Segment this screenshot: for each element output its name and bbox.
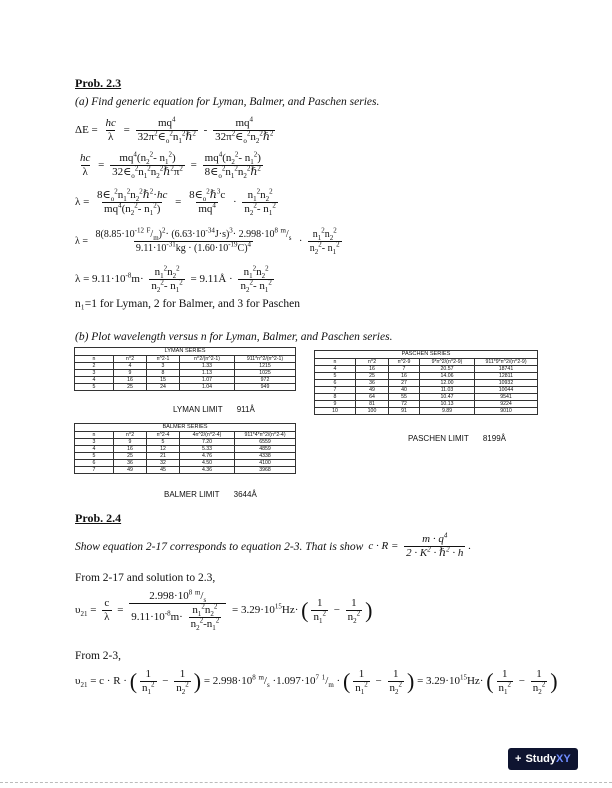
bottom-divider — [0, 782, 612, 783]
balmer-table — [74, 423, 296, 474]
equation-delta-e: ΔE = $\frac{hc}{\lambda}$ = $\frac{mq^4}{32\pi^2\in_o^2n_1^2\hbar^2}$ - $\frac{mq^4}{32\pi^2\in_o^2n_2^2\hbar^2}$ — [75, 115, 274, 146]
table-cell: 4.50 — [180, 460, 235, 467]
balmer-limit — [164, 490, 257, 499]
prob-2-3-title: Prob. 2.3 — [75, 76, 122, 90]
table-cell: 81 — [356, 401, 389, 408]
table-cell: 7 — [75, 467, 114, 474]
table-cell: 32 — [147, 460, 180, 467]
table-row — [75, 446, 296, 453]
table-cell: 10 — [315, 408, 356, 415]
table-cell: 100 — [356, 408, 389, 415]
table-cell: 91 — [389, 408, 420, 415]
table-cell: 1215 — [235, 363, 296, 370]
paschen-table-wrap — [314, 350, 538, 415]
table-cell: 10044 — [475, 387, 538, 394]
table-cell: 25 — [114, 384, 147, 391]
table-row — [315, 408, 538, 415]
table-cell: 4 — [315, 366, 356, 373]
table-cell: 2 — [75, 363, 114, 370]
equation-lambda-numeric: λ = $\frac{8(8.85\cdot 10^{-12} ^F/_m)^2\cdot (6.63\cdot 10^{-34}J\cdot s)^3\cdot 2.998\cdot 10^8 ^m/_s}{9.11\cdot 10^{-31}kg \cdot (1.60\cdot 10^{-19}C)^4}$ · $\frac{n_1^2n_2^2}{n_2^2- n_1^2}$ — [75, 226, 340, 256]
balmer-limit-label: BALMER LIMIT — [164, 490, 220, 499]
table-cell: 949 — [235, 384, 296, 391]
paschen-header: 911*9*n^2/(n^2-9) — [475, 359, 538, 366]
table-cell: 18741 — [475, 366, 538, 373]
equation-v21-from-217: $\upsilon_{21}$ = $\frac{c}{\lambda}$ = $2.998\cdot 10^8$ $^m/_s$ $9.11\cdot 10^{-8}m\cdot$ $\frac{n_1^2n_2^2}{n_2^2-n_1^2}$ = $3.29\cdot 10^{15}Hz\cdot$ ( $\frac{1}{n_1^2}$ − $\frac{1}{n_2^2}$ ) — [75, 588, 373, 633]
table-cell: 5 — [147, 439, 180, 446]
paschen-header: n^2-9 — [389, 359, 420, 366]
table-cell: 4338 — [235, 453, 296, 460]
table-row — [315, 401, 538, 408]
table-cell: 24 — [147, 384, 180, 391]
table-cell: 9 — [114, 370, 147, 377]
from-2-17-text: From 2-17 and solution to 2.3, — [75, 572, 216, 584]
table-cell: 21 — [147, 453, 180, 460]
table-cell: 3 — [75, 370, 114, 377]
lyman-limit — [173, 405, 255, 414]
balmer-table-title: BALMER SERIES — [74, 423, 296, 431]
table-cell: 64 — [356, 394, 389, 401]
table-cell: 15 — [147, 377, 180, 384]
table-cell: 6 — [75, 460, 114, 467]
table-cell: 5 — [75, 384, 114, 391]
lyman-table-title: LYMAN SERIES — [74, 347, 296, 355]
table-cell: 4.76 — [180, 453, 235, 460]
table-cell: 55 — [389, 394, 420, 401]
lyman-table-wrap — [74, 347, 296, 391]
paschen-limit-value: 8199Å — [482, 434, 506, 443]
paschen-limit-label: PASCHEN LIMIT — [408, 434, 469, 443]
table-cell: 9 — [114, 439, 147, 446]
prob-2-4-title: Prob. 2.4 — [75, 511, 122, 525]
table-cell: 5.33 — [180, 446, 235, 453]
lyman-header: n^2 — [114, 356, 147, 363]
table-row — [75, 363, 296, 370]
table-cell: 972 — [235, 377, 296, 384]
table-cell: 40 — [389, 387, 420, 394]
table-row — [315, 387, 538, 394]
balmer-table-wrap — [74, 423, 296, 474]
table-cell: 9 — [315, 401, 356, 408]
table-cell: 7.20 — [180, 439, 235, 446]
table-cell: 5 — [315, 373, 356, 380]
table-row — [75, 439, 296, 446]
paschen-header: n^2 — [356, 359, 389, 366]
table-cell: 1.13 — [180, 370, 235, 377]
table-cell: 7 — [389, 366, 420, 373]
table-cell: 7 — [315, 387, 356, 394]
plus-icon: + — [515, 753, 522, 765]
equation-v21-from-23: $\upsilon_{21} = c \cdot R$ · ( $\frac{1}{n_1^2}$ − $\frac{1}{n_2^2}$ ) = $2.998\cdot 10^8$ $^m/_s \cdot 1.097\cdot 10^7$ $^1/_m$ · ( $\frac{1}{n_1^2}$ − $\frac{1}{n_2^2}$ ) = $3.29\cdot 10^{15}Hz\cdot$ ( $\frac{1}{n_1^2}$ − $\frac{1}{n_2^2}$ ) — [75, 668, 558, 697]
table-cell: 10932 — [475, 380, 538, 387]
lyman-header: n — [75, 356, 114, 363]
paschen-table-title: PASCHEN SERIES — [314, 350, 538, 358]
table-cell: 12.00 — [420, 380, 475, 387]
table-cell: 10.47 — [420, 394, 475, 401]
table-cell: 1.07 — [180, 377, 235, 384]
table-row — [75, 384, 296, 391]
table-cell: 9541 — [475, 394, 538, 401]
table-row — [75, 460, 296, 467]
table-cell: 45 — [147, 467, 180, 474]
table-cell: 6 — [315, 380, 356, 387]
table-cell: 12811 — [475, 373, 538, 380]
n1-note: n₁=1 for Lyman, 2 for Balmer, and 3 for Paschen — [75, 298, 300, 310]
equation-lambda-result: $\lambda = 9.11\cdot 10^{-8}m\cdot$ $\frac{n_1^2n_2^2}{n_2^2- n_1^2}$ = 9.11Å · $\frac{n_1^2n_2^2}{n_2^2- n_1^2}$ — [75, 264, 272, 295]
table-cell: 10.13 — [420, 401, 475, 408]
lyman-limit-value: 911Å — [236, 405, 255, 414]
table-row — [315, 366, 538, 373]
table-cell: 6559 — [235, 439, 296, 446]
table-cell: 49 — [356, 387, 389, 394]
table-cell: 16 — [114, 446, 147, 453]
paschen-header: n — [315, 359, 356, 366]
table-cell: 1.04 — [180, 384, 235, 391]
equation-lambda-general: λ = $\frac{8\in_o^2n_1^2n_2^2\hbar^2\cdot hc}{mq^4(n_2^2- n_1^2)}$ = $\frac{8\in_o^2\hbar^3c}{mq^4}$ · $\frac{n_1^2n_2^2}{n_2^2- n_1^2}$ — [75, 187, 276, 218]
table-cell: 9.89 — [420, 408, 475, 415]
table-cell: 20.57 — [420, 366, 475, 373]
table-cell: 5 — [75, 453, 114, 460]
table-cell: 25 — [114, 453, 147, 460]
balmer-limit-value: 3644Å — [233, 490, 257, 499]
table-row — [75, 377, 296, 384]
table-cell: 3 — [147, 363, 180, 370]
table-cell: 72 — [389, 401, 420, 408]
table-cell: 36 — [114, 460, 147, 467]
table-cell: 3968 — [235, 467, 296, 474]
table-row — [315, 394, 538, 401]
paschen-header: 9*n^2/(n^2-9) — [420, 359, 475, 366]
table-cell: 36 — [356, 380, 389, 387]
lyman-limit-label: LYMAN LIMIT — [173, 405, 223, 414]
table-cell: 3 — [75, 439, 114, 446]
balmer-header: 911*4*n^2/(n^2-4) — [235, 432, 296, 439]
table-row — [315, 380, 538, 387]
table-cell: 1.33 — [180, 363, 235, 370]
studyxy-logo — [508, 748, 578, 770]
table-cell: 16 — [356, 366, 389, 373]
balmer-header: n^2-4 — [147, 432, 180, 439]
table-row — [75, 453, 296, 460]
balmer-header: n^2 — [114, 432, 147, 439]
paschen-limit — [408, 434, 506, 443]
table-cell: 4.36 — [180, 467, 235, 474]
lyman-header: n^2/(n^2-1) — [180, 356, 235, 363]
table-cell: 25 — [356, 373, 389, 380]
table-cell: 27 — [389, 380, 420, 387]
table-row — [75, 370, 296, 377]
lyman-header: 911*n^2/(n^2-1) — [235, 356, 296, 363]
lyman-table — [74, 347, 296, 391]
table-cell: 4100 — [235, 460, 296, 467]
part-b-text: (b) Plot wavelength versus n for Lyman, Balmer, and Paschen series. — [75, 331, 393, 343]
prob-2-4-statement: Show equation 2-17 corresponds to equation 2-3. That is show — [75, 540, 364, 553]
table-cell: 9224 — [475, 401, 538, 408]
from-2-3-text: From 2-3, — [75, 650, 121, 662]
balmer-header: n — [75, 432, 114, 439]
table-cell: 1025 — [235, 370, 296, 377]
table-row — [315, 373, 538, 380]
balmer-header: 4n^2/(n^2-4) — [180, 432, 235, 439]
table-cell: 49 — [114, 467, 147, 474]
table-cell: 14.06 — [420, 373, 475, 380]
prob-2-4-statement-line — [75, 533, 471, 560]
table-cell: 4 — [75, 446, 114, 453]
table-cell: 16 — [389, 373, 420, 380]
table-row — [75, 467, 296, 474]
equation-c-r: c · R = $\frac{m \cdot q^4}{2 \cdot K^2 \cdot \hbar^2 \cdot h}$ . — [368, 531, 472, 559]
table-cell: 4 — [114, 363, 147, 370]
studyxy-wordmark: StudyXY — [525, 753, 571, 765]
equation-hc-lambda: $\frac{hc}{\lambda}$ = $\frac{mq^4(n_2^2- n_1^2)}{32\in_o^2n_1^2n_2^2\hbar^2\pi^2}$ = $\frac{mq^4(n_2^2- n_1^2)}{8\in_o^2n_1^2n_2^2\hbar^2}$ — [80, 150, 261, 181]
paschen-table — [314, 350, 538, 415]
table-cell: 8 — [315, 394, 356, 401]
table-cell: 8 — [147, 370, 180, 377]
table-cell: 4859 — [235, 446, 296, 453]
table-cell: 4 — [75, 377, 114, 384]
part-a-text: (a) Find generic equation for Lyman, Balmer, and Paschen series. — [75, 96, 380, 108]
lyman-header: n^2-1 — [147, 356, 180, 363]
table-cell: 16 — [114, 377, 147, 384]
table-cell: 9010 — [475, 408, 538, 415]
table-cell: 12 — [147, 446, 180, 453]
table-cell: 11.03 — [420, 387, 475, 394]
